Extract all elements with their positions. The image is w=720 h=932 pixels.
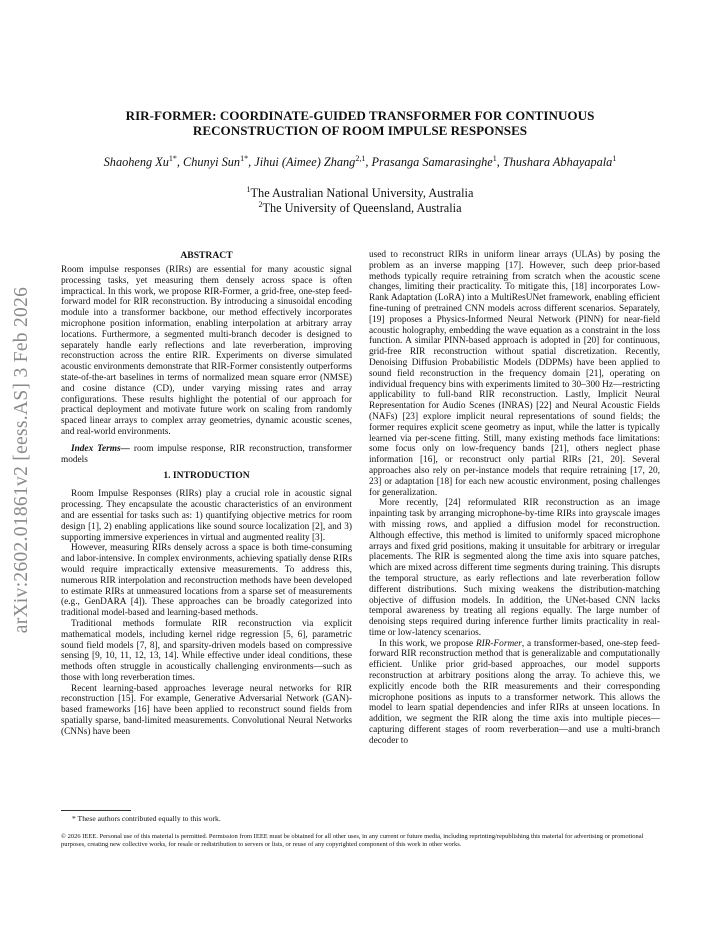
author-separator: , — [248, 155, 255, 170]
intro-heading: 1. INTRODUCTION — [163, 470, 250, 482]
abstract-text: Room impulse responses (RIRs) are essential for many acoustic signal processing tasks, yet measuring them densely across space is often impractical. In this work, we propose RIR-Former, a grid-free, one-step feed-forward model for RIR reconstruction. By introducing a sinusoidal encoding module into a transformer backbone, our method effectively incorporates microphone position information, enabling interpolation at arbitrary array locations. Furthermore, a segmented multi-branch decoder is designed to separately handle early reflections and late reverberation, improving reconstruction across the entire RIR. Experiments on diverse simulated acoustic environments demonstrate that RIR-Former consistently outperforms state-of-the-art baselines in terms of normalized mean square error (NMSE) and cosine distance (CD), under varying missing rates and array configurations. These results highlight the potential of our approach for practical deployment and motivate future work on scaling from randomly spaced linear arrays to complex array geometries, dynamic acoustic scenes, and real-world environments. — [61, 265, 352, 437]
author-separator: , — [176, 155, 184, 170]
paragraph: In this work, we propose RIR-Former, a transformer-based, one-step feed-forward RIR reconstruction method that is generalizable and computationally efficient. Unlike prior grid-based approaches, our model supports reconstruction at arbitrary positions along the array. To achieve this, we explicitly encode both the RIR measurements and their corresponding microphone positions as inputs to a transformer network. This allows the model to learn spatial dependencies and infer RIRs at unseen locations. In addition, we segment the RIR along the time axis into multiple pieces—capturing different stages of room reverberation—and use a multi-branch decoder to — [369, 638, 660, 746]
paper-title — [60, 108, 660, 138]
footnote: * These authors contributed equally to this work. — [72, 814, 221, 823]
footnote-rule — [61, 810, 131, 811]
author-name: Chunyi Sun — [183, 155, 241, 170]
author-affiliation-mark: 1* — [240, 154, 249, 163]
author-affiliation-mark: 1 — [612, 154, 617, 163]
author-separator: , — [496, 155, 503, 170]
affiliation-2: $^2$The University of Queensland, Australia — [258, 200, 462, 216]
author-name: Thushara Abhayapala — [502, 155, 613, 170]
author-affiliation-mark: 2,1 — [355, 154, 366, 163]
paragraph: Traditional methods formulate RIR reconstruction via explicit mathematical models, including kernel ridge regression [5, 6], parametric sound field models [7, 8], and sparsity-driven models based on compressive sensing [9, 10, 11, 12, 13, 14]. While effective under ideal conditions, these methods often struggle in acoustically challenging environments—such as those with long reverberation times. — [61, 618, 352, 683]
paragraph: However, measuring RIRs densely across a space is both time-consuming and labor-intensive. In complex environments, achieving spatially dense RIRs would require impractically extensive measurements. To address this, numerous RIR interpolation and reconstruction methods have been developed to estimate RIRs at unmeasured locations from a sparse set of measurements (e.g., GenDARA [4]). These approaches can be broadly categorized into traditional model-based and learning-based methods. — [61, 543, 352, 619]
title-line-1: RIR-FORMER: COORDINATE-GUIDED TRANSFORMER FOR CONTINUOUS — [125, 108, 595, 123]
author-name: Jihui (Aimee) Zhang — [254, 155, 356, 170]
author-list — [40, 154, 680, 170]
author-affiliation-mark: 1 — [492, 154, 497, 163]
right-column — [369, 250, 660, 747]
title-line-2: RECONSTRUCTION OF ROOM IMPULSE RESPONSES — [192, 123, 528, 138]
left-column — [61, 250, 352, 738]
arxiv-watermark: arXiv:2602.01861v2 [eess.AS] 3 Feb 2026 — [11, 286, 32, 634]
affiliation-1: $^1$The Australian National University, Australia — [246, 185, 474, 201]
paragraph: used to reconstruct RIRs in uniform linear arrays (ULAs) by posing the problem as an inverse mapping [17]. However, such deep prior-based methods typically require retraining from scratch when the acoustic scene changes, limiting their practicality. To mitigate this, [18] incorporates Low-Rank Adaptation (LoRA) into a MultiResUNet framework, enabling efficient fine-tuning of pretrained CNN models across different scenarios. Separately, [19] proposes a Physics-Informed Neural Network (PINN) for near-field acoustic holography, embedding the wave equation as a constraint in the loss function. A similar PINN-based approach is adopted in [20] for continuous, grid-free RIR reconstruction without spatial discretization. Recently, Denoising Diffusion Probabilistic Models (DDPMs) have been applied to sound field reconstruction in the frequency domain [21], operating on individual frequency bins with experiments limited to 30–300 Hz—restricting applicability to full-band RIR reconstruction. Lastly, Implicit Neural Representation for Audio Scenes (INRAS) [22] and Neural Acoustic Fields (NAFs) [23] explore implicit neural representations of sound fields; the former requires explicit scene geometry as input, while the latter is typically learned via per-scene fitting. Still, many existing methods face limitations: some focus only on low-frequency bands [21], others neglect phase information [16], or reconstruct only partial RIRs [21, 20]. Several approaches also rely on per-instance models that require retraining [17, 20, 23] or adaptation [18] for each new acoustic environment, posing challenges for generalization. — [369, 250, 660, 498]
paragraph: More recently, [24] reformulated RIR reconstruction as an image inpainting task by arranging microphone-by-time RIRs into grayscale images with missing rows, and applied a diffusion model for reconstruction. Although effective, this method is limited to uniformly spaced microphone arrays and fixed grid positions, making it unsuitable for arbitrary or irregular placements. The RIR is segmented along the time axis into square patches, which are mixed across different time segments during training. This disrupts the temporal structure, as early reflections and late reverberation follow different distributions. Such mixing weakens the distribution-matching objective of diffusion models. In addition, the UNet-based CNN lacks temporal awareness by treating all regions equally. The large number of denoising steps required during inference further limits practicality in real-time or low-latency scenarios. — [369, 498, 660, 638]
author-affiliation-mark: 1* — [168, 154, 177, 163]
author-separator: , — [365, 155, 372, 170]
index-terms: Index Terms— room impulse response, RIR reconstruction, transformer models — [61, 443, 352, 465]
author-name: Prasanga Samarasinghe — [371, 155, 493, 170]
paragraph: Recent learning-based approaches leverage neural networks for RIR reconstruction [15]. For example, Generative Adversarial Network (GAN)-based frameworks [16] have been applied to reconstruct sound fields from spatially sparse, band-limited measurements. Convolutional Neural Networks (CNNs) have been — [61, 683, 352, 737]
author-name: Shaoheng Xu — [103, 155, 169, 170]
copyright-notice: © 2026 IEEE. Personal use of this material is permitted. Permission from IEEE must be obtained for all other uses, in any current or future media, including reprinting/republishing this material for advertising or promotional purposes, creating new collective works, for resale or redistribution to servers or lists, or reuse of any copyrighted component of this work in other works. — [61, 833, 644, 848]
paragraph: Room Impulse Responses (RIRs) play a crucial role in acoustic signal processing. They encapsulate the acoustic characteristics of an environment and are essential for tasks such as: 1) quantifying objective metrics for room design [1], 2) enabling applications like sound source localization [2], and 3) supporting immersive experiences in virtual and augmented reality [3]. — [61, 489, 352, 543]
abstract-heading: ABSTRACT — [180, 250, 233, 261]
